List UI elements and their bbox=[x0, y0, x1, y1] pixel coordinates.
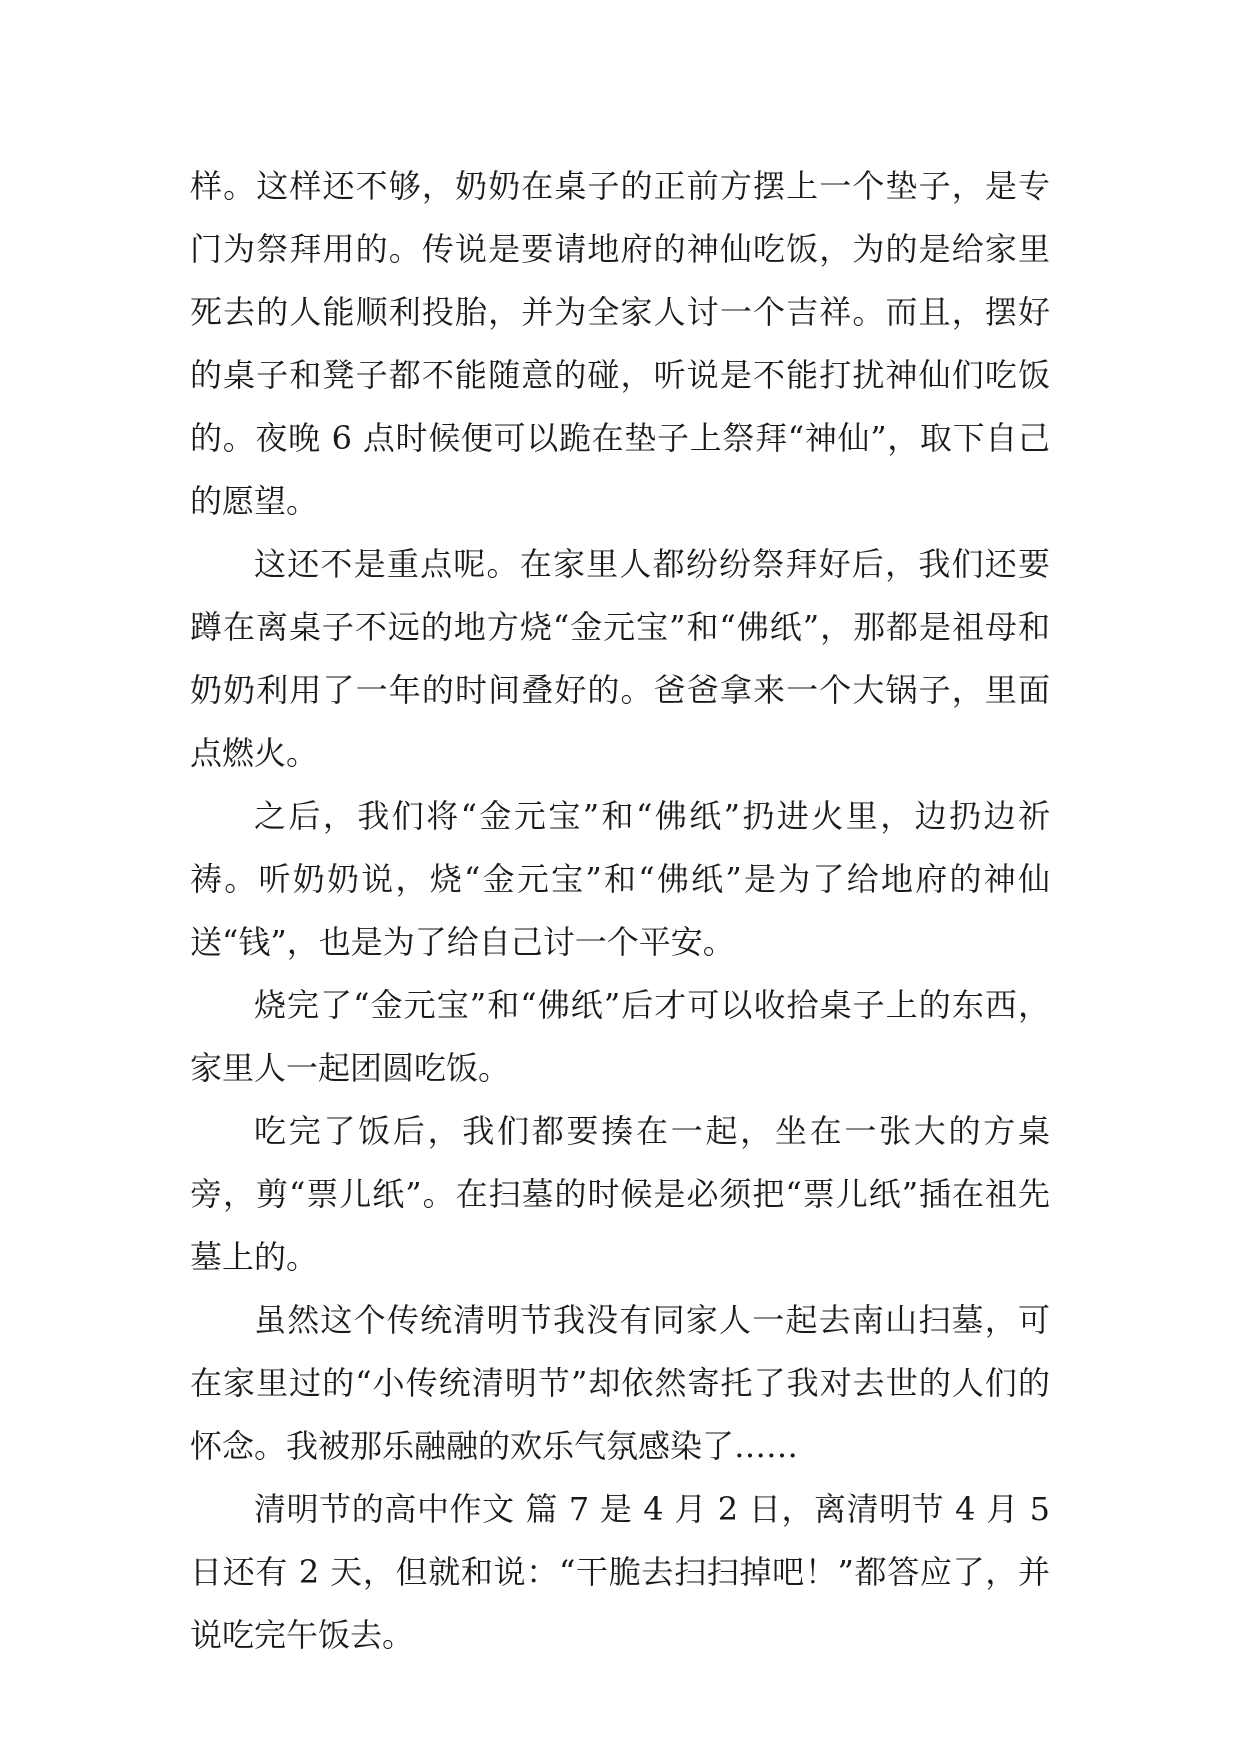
paragraph-1: 样。这样还不够，奶奶在桌子的正前方摆上一个垫子，是专门为祭拜用的。传说是要请地府的神仙吃饭，为的是给家里死去的人能顺利投胎，并为全家人讨一个吉祥。而且，摆好的桌子和凳子都不能随意的碰，听说是不能打扰神仙们吃饭的。夜晚 6 点时候便可以跪在垫子上祭拜“神仙”，取下自己的愿望。 bbox=[190, 167, 1050, 520]
paragraph-6: 虽然这个传统清明节我没有同家人一起去南山扫墓，可在家里过的“小传统清明节”却依然寄托了我对去世的人们的怀念。我被那乐融融的欢乐气氛感染了…… bbox=[190, 1301, 1050, 1465]
paragraph-3: 之后，我们将“金元宝”和“佛纸”扔进火里，边扔边祈祷。听奶奶说，烧“金元宝”和“佛纸”是为了给地府的神仙送“钱”，也是为了给自己讨一个平安。 bbox=[190, 797, 1050, 961]
paragraph-2: 这还不是重点呢。在家里人都纷纷祭拜好后，我们还要蹲在离桌子不远的地方烧“金元宝”和“佛纸”，那都是祖母和奶奶利用了一年的时间叠好的。爸爸拿来一个大锅子，里面点燃火。 bbox=[190, 545, 1050, 772]
paragraph-7: 清明节的高中作文 篇 7 是 4 月 2 日，离清明节 4 月 5 日还有 2 天，但就和说：“干脆去扫扫掉吧！”都答应了，并说吃完午饭去。 bbox=[190, 1490, 1050, 1654]
document-body bbox=[190, 155, 1050, 1667]
paragraph-5: 吃完了饭后，我们都要揍在一起，坐在一张大的方桌旁，剪“票儿纸”。在扫墓的时候是必须把“票儿纸”插在祖先墓上的。 bbox=[190, 1112, 1050, 1276]
paragraph-4: 烧完了“金元宝”和“佛纸”后才可以收拾桌子上的东西，家里人一起团圆吃饭。 bbox=[190, 986, 1050, 1087]
